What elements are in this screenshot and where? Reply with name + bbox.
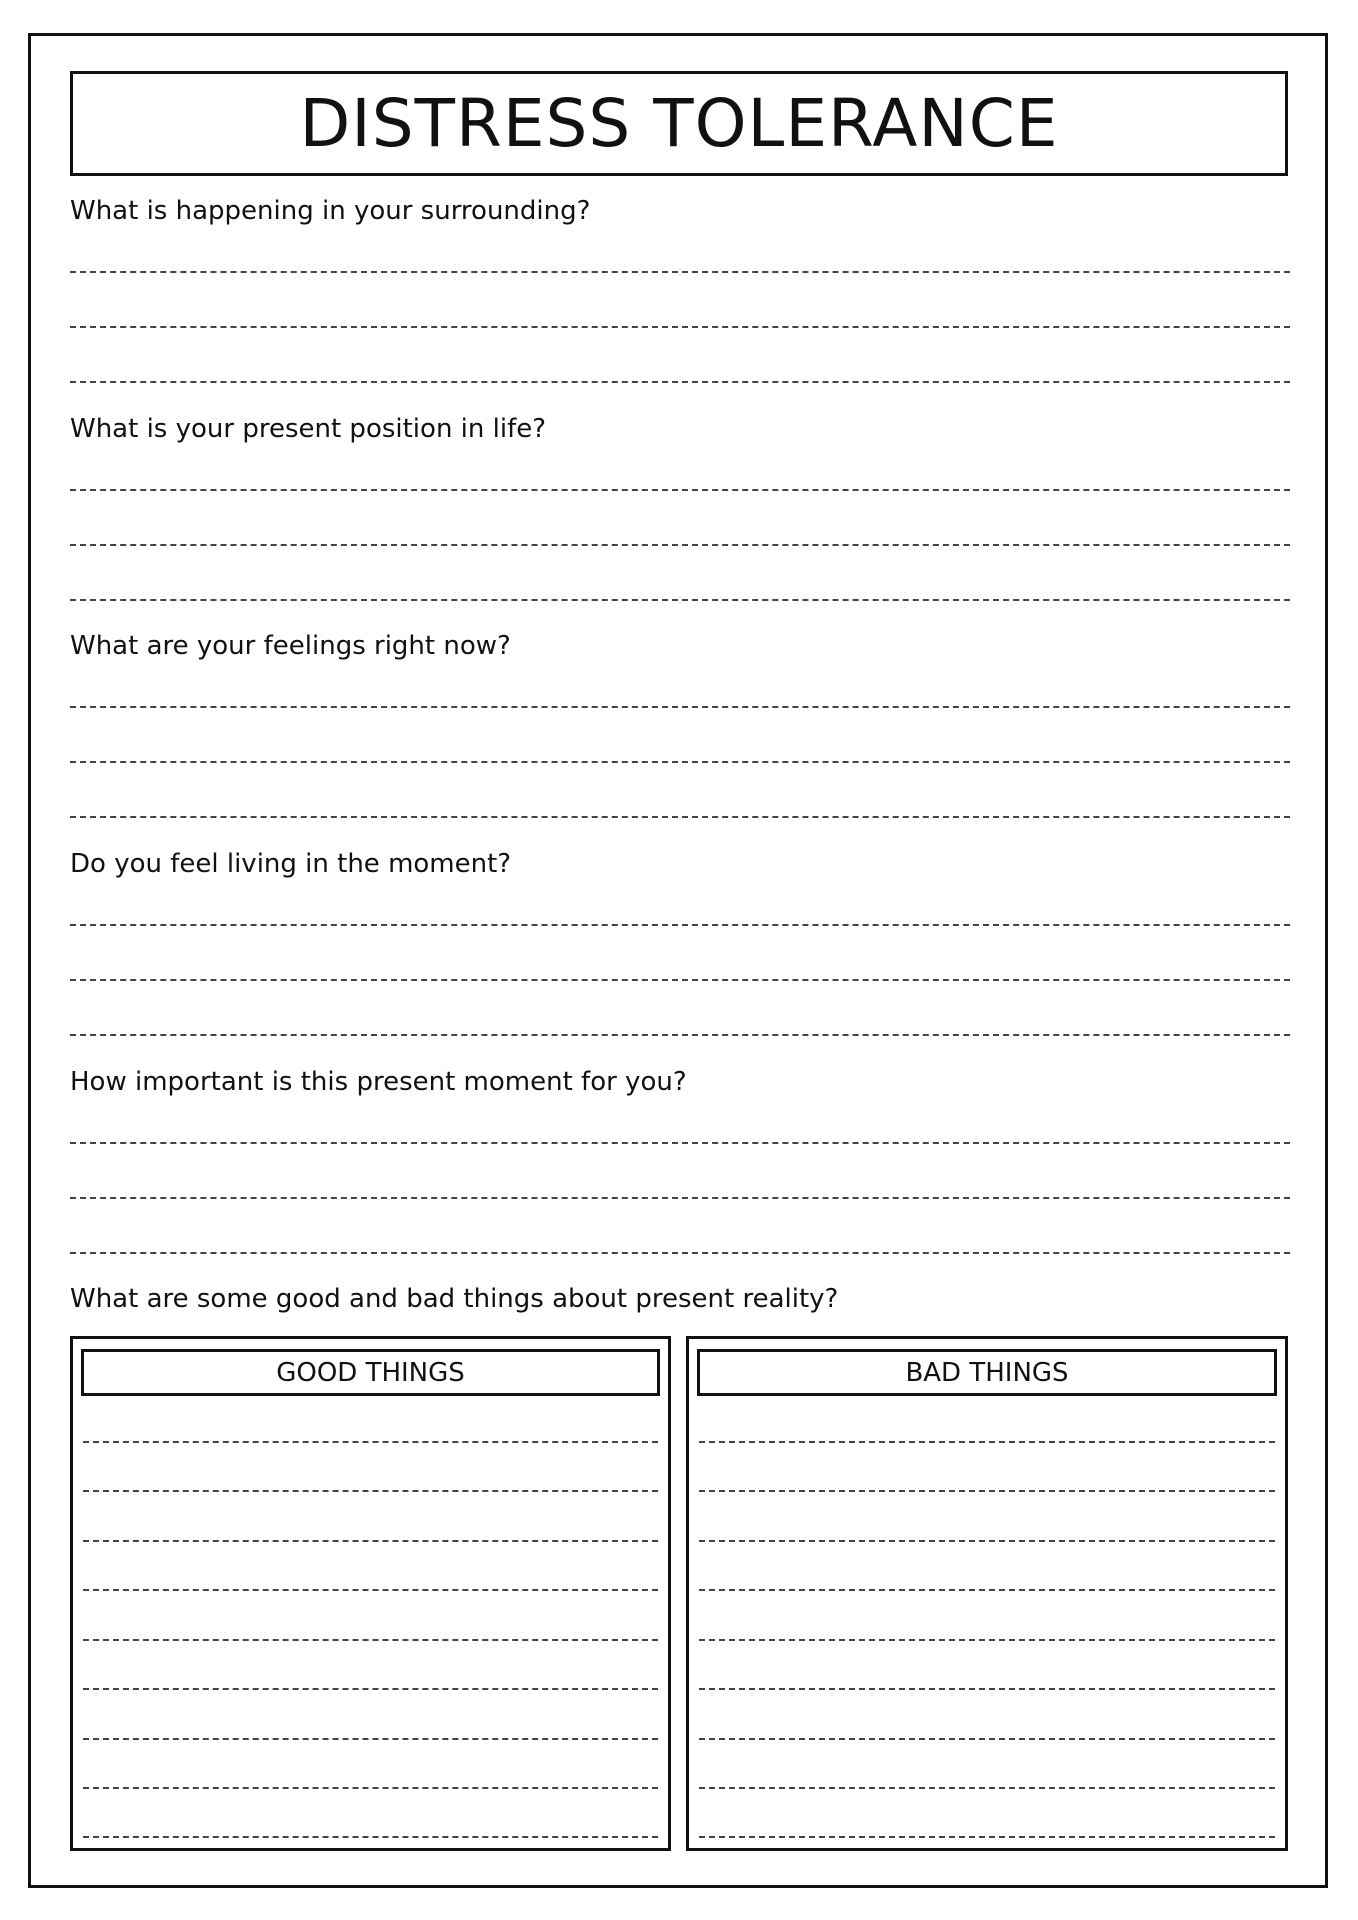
question-5-label: How important is this present moment for you? <box>70 1067 687 1097</box>
answer-line[interactable] <box>70 1142 1290 1144</box>
bad-things-line[interactable] <box>699 1787 1275 1789</box>
answer-line[interactable] <box>70 761 1290 763</box>
question-3-label: What are your feelings right now? <box>70 631 511 661</box>
question-1-label: What is happening in your surrounding? <box>70 196 591 226</box>
bad-things-label: BAD THINGS <box>905 1357 1069 1388</box>
bad-things-line[interactable] <box>699 1688 1275 1690</box>
bad-things-line[interactable] <box>699 1441 1275 1443</box>
question-2-label: What is your present position in life? <box>70 414 547 444</box>
question-4-label: Do you feel living in the moment? <box>70 849 512 879</box>
question-6-label: What are some good and bad things about present reality? <box>70 1284 839 1314</box>
answer-line[interactable] <box>70 599 1290 601</box>
answer-line[interactable] <box>70 1252 1290 1254</box>
bad-things-line[interactable] <box>699 1540 1275 1542</box>
answer-line[interactable] <box>70 326 1290 328</box>
answer-line[interactable] <box>70 1197 1290 1199</box>
good-things-line[interactable] <box>83 1589 658 1591</box>
good-things-line[interactable] <box>83 1490 658 1492</box>
good-things-line[interactable] <box>83 1441 658 1443</box>
bad-things-line[interactable] <box>699 1836 1275 1838</box>
bad-things-header <box>697 1349 1277 1396</box>
good-things-line[interactable] <box>83 1688 658 1690</box>
answer-line[interactable] <box>70 489 1290 491</box>
good-things-box <box>70 1336 671 1851</box>
good-things-line[interactable] <box>83 1639 658 1641</box>
answer-line[interactable] <box>70 271 1290 273</box>
answer-line[interactable] <box>70 544 1290 546</box>
answer-line[interactable] <box>70 706 1290 708</box>
bad-things-line[interactable] <box>699 1738 1275 1740</box>
good-things-line[interactable] <box>83 1540 658 1542</box>
answer-line[interactable] <box>70 979 1290 981</box>
answer-line[interactable] <box>70 381 1290 383</box>
answer-line[interactable] <box>70 924 1290 926</box>
bad-things-line[interactable] <box>699 1639 1275 1641</box>
bad-things-line[interactable] <box>699 1490 1275 1492</box>
good-things-line[interactable] <box>83 1836 658 1838</box>
good-things-line[interactable] <box>83 1787 658 1789</box>
bad-things-box <box>686 1336 1288 1851</box>
good-things-header <box>81 1349 660 1396</box>
bad-things-line[interactable] <box>699 1589 1275 1591</box>
page-title: DISTRESS TOLERANCE <box>299 84 1059 162</box>
good-things-line[interactable] <box>83 1738 658 1740</box>
title-box <box>70 71 1288 176</box>
answer-line[interactable] <box>70 816 1290 818</box>
good-things-label: GOOD THINGS <box>276 1357 465 1388</box>
answer-line[interactable] <box>70 1034 1290 1036</box>
